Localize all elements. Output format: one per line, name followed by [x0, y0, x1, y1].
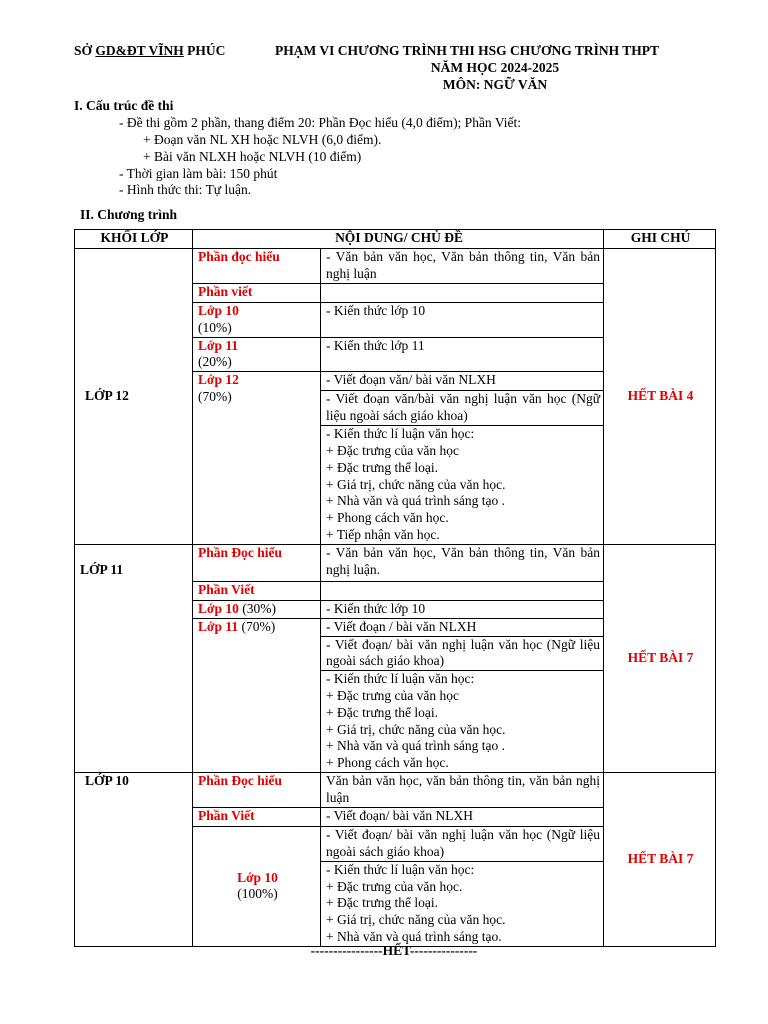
g10-writing-label: Phần Viết: [193, 808, 321, 827]
g11-reading-content: - Văn bản văn học, Văn bản thông tin, Văn bản nghị luận.: [321, 544, 604, 581]
g10-reading-label: Phần Đọc hiểu: [193, 773, 321, 808]
g11-reading-label: Phần Đọc hiểu: [193, 544, 321, 581]
g11-theory: - Kiến thức lí luận văn học: + Đặc trưng của văn học + Đặc trưng thể loại. + Giá trị, chức năng của văn học. + Nhà văn và quá trình sáng tạo . + Phong cách văn học.: [321, 671, 604, 773]
exam-format-line: - Hình thức thi: Tự luận.: [119, 182, 252, 197]
g10-lop10-literary: - Viết đoạn/ bài văn nghị luận văn học (Ngữ liệu ngoài sách giáo khoa): [321, 827, 604, 862]
g12-lop11-cell: Lớp 11 (20%): [193, 337, 321, 372]
table-row: [75, 773, 716, 808]
table-row: [75, 544, 716, 581]
exam-time-line: - Thời gian làm bài: 150 phút: [119, 166, 278, 181]
g11-lop11-social: - Viết đoạn / bài văn NLXH: [321, 618, 604, 636]
g12-theory: - Kiến thức lí luận văn học: + Đặc trưng của văn học + Đặc trưng thể loại. + Giá trị, chức năng của văn học. + Nhà văn và quá trình sáng tạo . + Phong cách văn học. + Tiếp nhận văn học.: [321, 426, 604, 545]
g12-lop12-social: - Viết đoạn văn/ bài văn NLXH: [321, 372, 604, 391]
grade-12-label: LỚP 12: [75, 249, 193, 545]
end-marker: ----------------HẾT---------------: [310, 943, 478, 958]
exam-structure-line: + Đoạn văn NL XH hoặc NLVH (6,0 điểm).: [143, 132, 382, 147]
g12-lop12-literary: - Viết đoạn văn/bài văn nghị luận văn học (Ngữ liệu ngoài sách giáo khoa): [321, 391, 604, 426]
g11-note: HẾT BÀI 7: [604, 544, 716, 772]
g12-writing-label: Phần viết: [193, 284, 321, 303]
section-2-heading: II. Chương trình: [80, 207, 177, 222]
g10-reading-content: Văn bản văn học, văn bản thông tin, văn bản nghị luận: [321, 773, 604, 808]
g11-lop10-cell: Lớp 10 (30%): [193, 600, 321, 618]
header-grade: KHỐI LỚP: [75, 230, 193, 249]
grade-10-label: LỚP 10: [75, 773, 193, 947]
g12-note: HẾT BÀI 4: [604, 249, 716, 545]
header-content: NỘI DUNG/ CHỦ ĐỀ: [193, 230, 604, 249]
g12-reading-label: Phần đọc hiểu: [193, 249, 321, 284]
document-title: PHẠM VI CHƯƠNG TRÌNH THI HSG CHƯƠNG TRÌNH THPT: [275, 43, 660, 58]
g12-writing-content: [321, 284, 604, 303]
g11-lop10-content: - Kiến thức lớp 10: [321, 600, 604, 618]
g10-theory: - Kiến thức lí luận văn học: + Đặc trưng của văn học. + Đặc trưng thể loại. + Giá trị, chức năng của văn học. + Nhà văn và quá trình sáng tạo.: [321, 861, 604, 946]
g12-lop11-content: - Kiến thức lớp 11: [321, 337, 604, 372]
subject: MÔN: NGỮ VĂN: [442, 77, 548, 92]
school-year: NĂM HỌC 2024-2025: [430, 60, 560, 75]
g10-note: HẾT BÀI 7: [604, 773, 716, 947]
g11-writing-label: Phần Viết: [193, 581, 321, 600]
table-header-row: [75, 230, 716, 249]
g10-writing-content: - Viết đoạn/ bài văn NLXH: [321, 808, 604, 827]
grade-11-label: LỚP 11: [75, 544, 193, 772]
header-note: GHI CHÚ: [604, 230, 716, 249]
g12-lop12-cell: Lớp 12 (70%): [193, 372, 321, 545]
g12-lop10-content: - Kiến thức lớp 10: [321, 303, 604, 338]
g12-reading-content: - Văn bản văn học, Văn bản thông tin, Văn bản nghị luận: [321, 249, 604, 284]
g11-lop11-cell: Lớp 11 (70%): [193, 618, 321, 773]
organization-name: SỞ GD&ĐT VĨNH PHÚC: [74, 43, 226, 58]
g10-lop10-cell: Lớp 10 (100%): [193, 827, 321, 947]
g11-lop11-literary: - Viết đoạn/ bài văn nghị luận văn học (Ngữ liệu ngoài sách giáo khoa): [321, 636, 604, 671]
section-1-heading: I. Cấu trúc đề thi: [74, 98, 174, 113]
exam-structure-line: + Bài văn NLXH hoặc NLVH (10 điểm): [143, 149, 362, 164]
g11-writing-content: [321, 581, 604, 600]
g12-lop10-cell: Lớp 10 (10%): [193, 303, 321, 338]
exam-structure-line: - Đề thi gồm 2 phần, thang điểm 20: Phần Đọc hiểu (4,0 điểm); Phần Viết:: [119, 115, 522, 130]
table-row: [75, 249, 716, 284]
program-table: [74, 229, 716, 947]
